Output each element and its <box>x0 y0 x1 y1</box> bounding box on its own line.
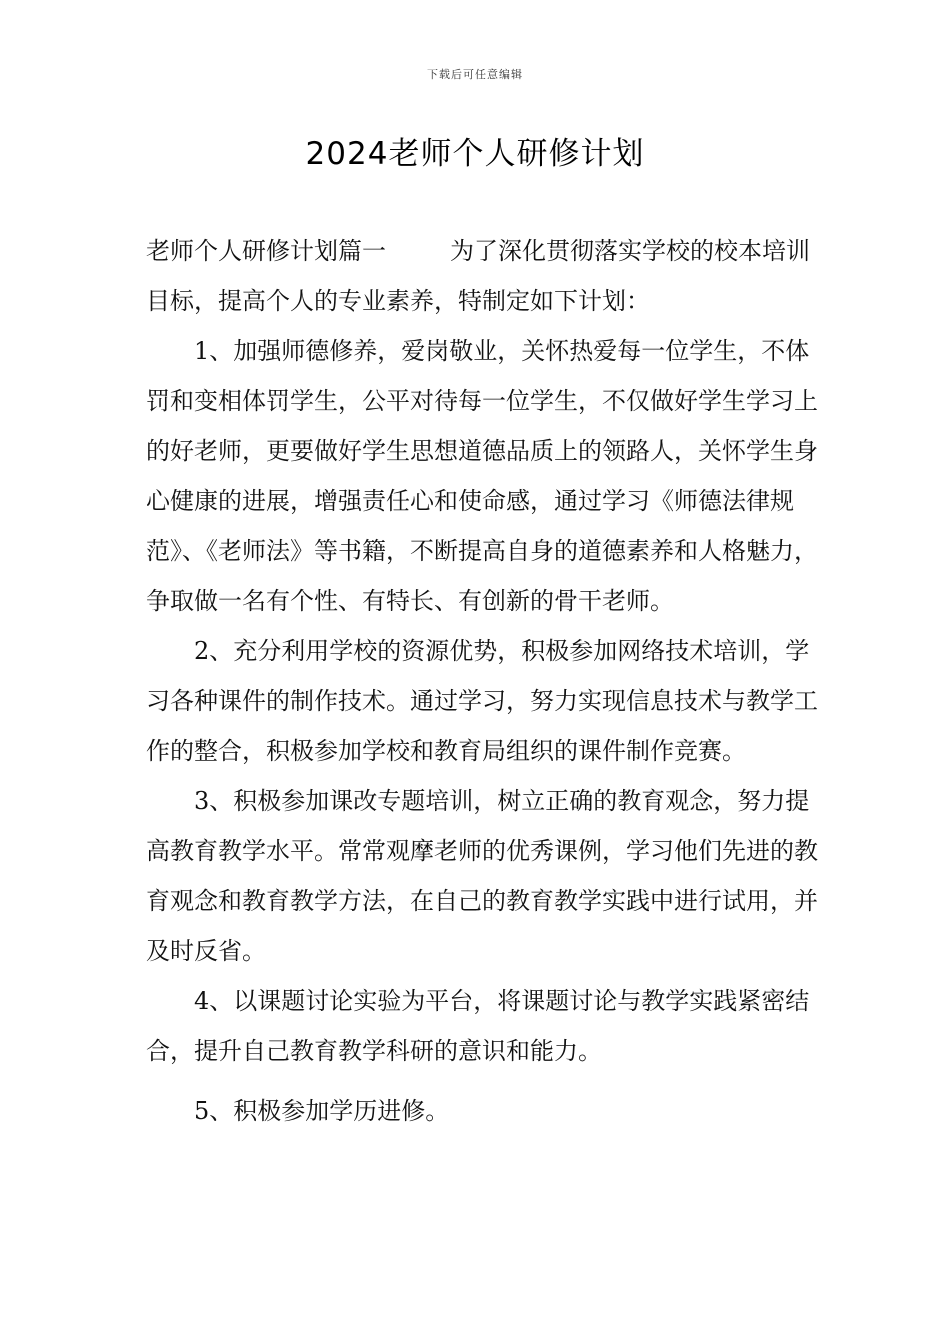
document-body <box>146 226 828 1136</box>
plan-item-1: 1、加强师德修养，爱岗敬业，关怀热爱每一位学生，不体罚和变相体罚学生，公平对待每一位学生，不仅做好学生学习上的好老师，更要做好学生思想道德品质上的领路人，关怀学生身心健康的进展，增强责任心和使命感，通过学习《师德法律规范》、《老师法》等书籍，不断提高自身的道德素养和人格魅力，争取做一名有个性、有特长、有创新的骨干老师。 <box>146 337 818 615</box>
plan-item-4: 4、以课题讨论实验为平台，将课题讨论与教学实践紧密结合，提升自己教育教学科研的意识和能力。 <box>146 987 810 1065</box>
plan-item-2: 2、充分利用学校的资源优势，积极参加网络技术培训，学习各种课件的制作技术。通过学习，努力实现信息技术与教学工作的整合，积极参加学校和教育局组织的课件制作竞赛。 <box>146 637 818 765</box>
intro-paragraph <box>146 226 828 326</box>
plan-item-3: 3、积极参加课改专题培训，树立正确的教育观念，努力提高教育教学水平。常常观摩老师的优秀课例，学习他们先进的教育观念和教育教学方法，在自己的教育教学实践中进行试用，并及时反省。 <box>146 787 818 965</box>
intro-heading: 老师个人研修计划篇一 <box>146 237 386 265</box>
document-title: 2024老师个人研修计划 <box>305 136 645 172</box>
intro-text: 为了深化贯彻落实学校的校本培训目标，提高个人的专业素养，特制定如下计划： <box>146 237 810 315</box>
plan-item-5: 5、积极参加学历进修。 <box>194 1097 450 1125</box>
header-note: 下载后可任意编辑 <box>427 68 523 81</box>
